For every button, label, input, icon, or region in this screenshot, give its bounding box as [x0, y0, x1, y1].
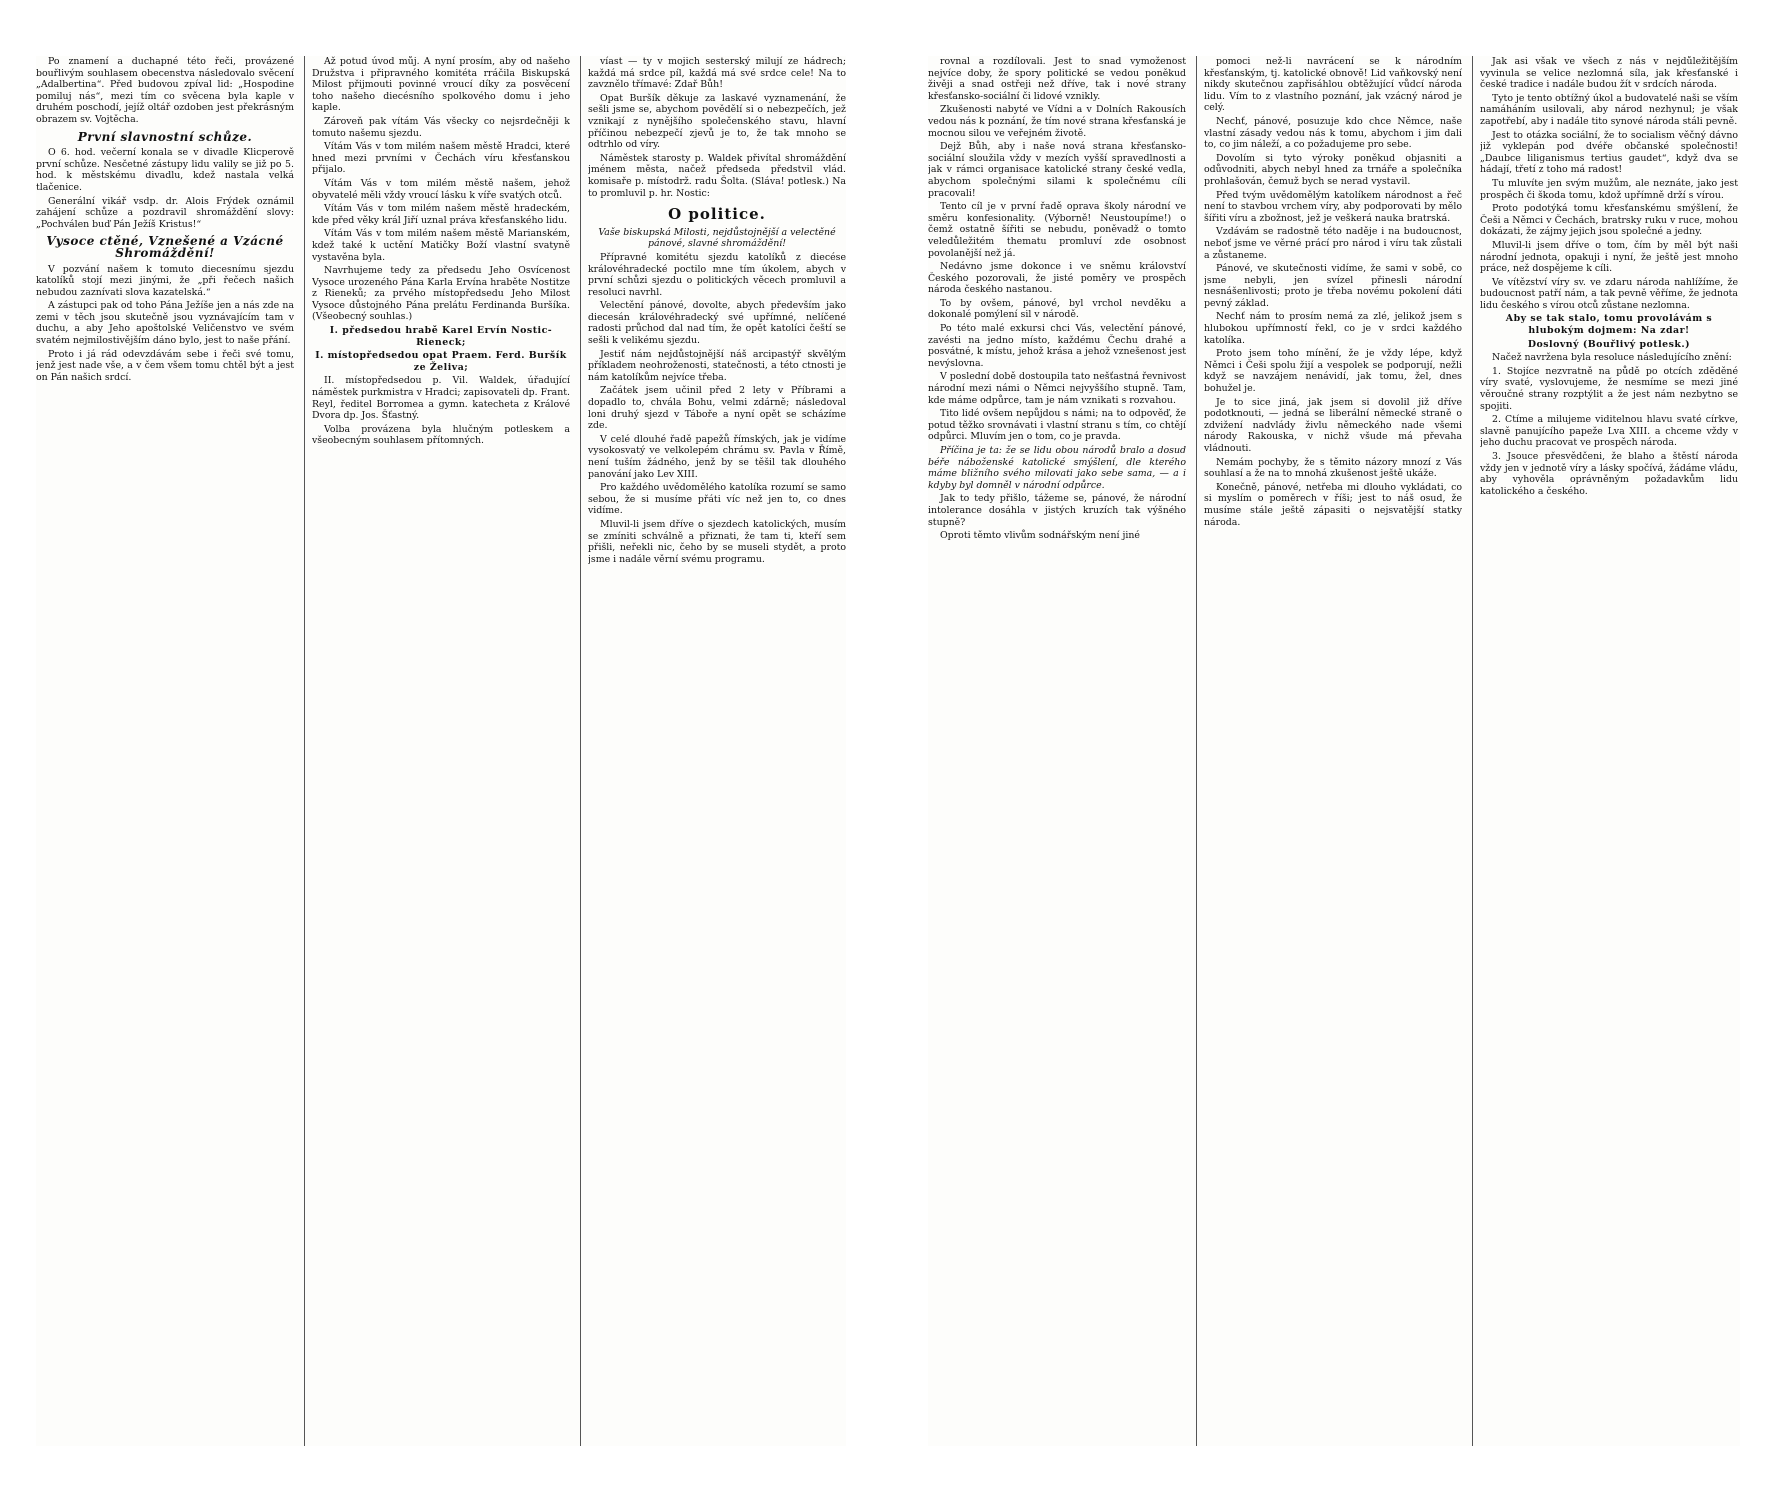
- closing-line: Aby se tak stalo, tomu provolávám s hlubokým dojmem: Na zdar!: [1505, 313, 1713, 337]
- paragraph: Vzdávám se radostně této naděje i na budoucnost, neboť jsme ve věrné prácí pro národ i víru tak zůstali a zůstaneme.: [1204, 226, 1462, 261]
- column-2: [312, 56, 570, 1446]
- paragraph: Nechť, pánové, posuzuje kdo chce Němce, naše vlastní zásady vedou nás k tomu, abychom i jim dali to, co jim náleží, a co požadujeme pro sebe.: [1204, 115, 1462, 151]
- paragraph: Vítám Vás v tom milém městě našem, jehož obyvatelé měli vždy vroucí lásku k víře svatých otců.: [312, 177, 570, 201]
- paragraph: Začátek jsem učinil před 2 lety v Příbrami a dopadlo to, chvála Bohu, velmi zdárně; následoval loni druhý sjezd v Táboře a nyní opět se scházíme zde.: [588, 385, 846, 432]
- paragraph: Mluvil-li jsem dříve o tom, čím by měl být naši národní jednota, opakuji i nyní, že ještě jest mnoho práce, než dospějeme k cíli.: [1480, 239, 1738, 275]
- section-heading: Vysoce ctěné, Vznešené a Vzácné Shromáždění!: [46, 234, 284, 260]
- paragraph: Vítám Vás v tom milém našem městě Marianském, kdež také k uctění Matičky Boží vlastní svatyně vystavěna byla.: [312, 228, 570, 263]
- column-rule: [580, 56, 581, 1446]
- paragraph: Příčina je ta: že se lidu obou národů bralo a dosud béře náboženské katolické smýšlení, dle kterého máme bližního svého milovati jako sebe sama, — a i kdyby byl domněl v národní odpůrce.: [928, 445, 1186, 491]
- paragraph: Velectění pánové, dovolte, abych především jako diecesán královéhradecký své upřímné, nelíčené radosti průchod dal nad tím, že opět katolíci čeští se sešli k velikému sjezdu.: [588, 300, 846, 347]
- paragraph: Až potud úvod můj. A nyní prosím, aby od našeho Družstva i připravného komitéta rráčila Biskupská Milost přijmouti povinné vroucí díky za posvěcení toho našeho diecésního spolkového domu i jeho kaple.: [312, 56, 570, 114]
- column-4: [928, 56, 1186, 1446]
- paragraph: pomoci než-li navrácení se k národním křesťanským, tj. katolické obnově! Lid vaňkovský není nikdy skutečnou zapřisáhlou obtěžující vůdcí národa lidu. Vím to z vlastního poznání, jak vzácný národ je celý.: [1204, 56, 1462, 114]
- resolution-item: 2. Ctíme a milujeme viditelnou hlavu svaté církve, slavně panujícího papeže Lva XIII. a chceme vždy v jeho duchu pracovat ve prospěch národa.: [1480, 414, 1738, 449]
- paragraph: To by ovšem, pánové, byl vrchol nevděku a dokonalé pomýlení sil v národě.: [928, 297, 1186, 321]
- paragraph: Přípravné komitétu sjezdu katolíků z diecése královéhradecké poctilo mne tím úkolem, abych v první schůzi sjezdu o politických věcech promluvil a resoluci navrhl.: [588, 251, 846, 298]
- paragraph: V celé dlouhé řadě papežů římských, jak je vidíme vysokosvatý ve velkolepém chrámu sv. Pavla v Římě, není tuším žádného, jenž by se těšil tak dlouhého panování jako Lev XIII.: [588, 433, 846, 480]
- paragraph: Zároveň pak vítám Vás všecky co nejsrdečněji k tomuto našemu sjezdu.: [312, 115, 570, 139]
- paragraph: Konečně, pánové, netřeba mi dlouho vykládati, co si myslím o poměrech v říši; jest to náš osud, že musíme stále ještě zápasiti o nejsvatější statky národa.: [1204, 481, 1462, 528]
- paragraph: Tyto je tento obtížný úkol a budovatelé naši se vším namáháním usilovali, aby národ nezhynul; je však zapotřebí, aby i nadále tito synové národa stáli pevně.: [1480, 92, 1738, 127]
- paragraph: V poslední době dostoupila tato nešťastná řevnivost národní mezi námi o Němci nejvyššího stupně. Tam, kde máme odpůrce, tam je nám vznikati s rozvahou.: [928, 371, 1186, 406]
- paragraph: Pro každého uvědomělého katolíka rozumí se samo sebou, že si musíme přáti víc než jen to, co dnes vidíme.: [588, 482, 846, 517]
- section-heading: První slavnostní schůze.: [77, 129, 253, 144]
- paragraph: Vítám Vás v tom milém našem městě Hradci, které hned mezi prvními v Čechách víru křesťanskou přijalo.: [312, 141, 570, 176]
- paragraph: rovnal a rozdílovali. Jest to snad vymoženost nejvíce doby, že spory politické se vedou poněkud živěji a snad ostřeji než dříve, tak i nové strany křesťansko-sociální či lidové vznikly.: [928, 56, 1186, 102]
- officer-line: I. předsedou hrabě Karel Ervín Nostic-Rieneck;: [329, 325, 553, 348]
- paragraph: Proto i já rád odevzdávám sebe i řeči své tomu, jenž jest nade vše, a v čem všem tomu chtěl být a jest on Pán našich srdcí.: [36, 348, 294, 383]
- paragraph: Tito lidé ovšem nepůjdou s námi; na to odpověď, že potud těžko srovnávati i vlastní stranu s tím, co chtějí odpůrci. Mluvím jen o tom, co je pravda.: [928, 408, 1186, 443]
- paragraph: Tu mluvíte jen svým mužům, ale neznáte, jako jest prospěch či škoda tomu, kdož upřímně drží s vírou.: [1480, 177, 1738, 201]
- paragraph: Jak to tedy přišlo, tážeme se, pánové, že národní intolerance dosáhla v jistých kruzích tak výšného stupně?: [928, 493, 1186, 528]
- paragraph: Mluvil-li jsem dříve o sjezdech katolických, musím se zmíniti schválně a přiznati, že tam ti, kteří sem přišli, neřekli nic, čeho by se museli stydět, a proto jsme i nadále věrní svému programu.: [588, 518, 846, 565]
- paragraph: Jak asi však ve všech z nás v nejdůležitějším vyvinula se velice nezlomná síla, jak křesťanské i české tradice i nadále budou žít v srdcích národa.: [1480, 56, 1738, 91]
- paragraph: Načež navržena byla resoluce následujícího znění:: [1492, 352, 1732, 364]
- paragraph: II. místopředsedou p. Vil. Waldek, úřadující náměstek purkmistra v Hradci; zapisovateli dp. Frant. Reyl, ředitel Borromea a gymn. katecheta z Králové Dvora dp. Jos. Šťastný.: [312, 375, 570, 422]
- article-title: O politice.: [668, 205, 766, 224]
- column-1: [36, 56, 294, 1446]
- paragraph: Po znamení a duchapné této řeči, provázené bouřlivým souhlasem obecenstva následovalo svěcení „Adalbertina“. Před budovou zpíval lid: „Hospodine pomiluj nás“, mezi tím co svěcena byla kaple v druhém poschodí, jejíž oltář ozdoben jest překrásným obrazem sv. Vojtěcha.: [36, 56, 294, 125]
- paragraph: Dejž Bůh, aby i naše nová strana křesťansko-sociální sloužila vždy v mezích vyšší spravedlnosti a jak v rámci organisace katolické strany české vedla, abychom společnými silami k společnému cíli pracovali!: [928, 141, 1186, 199]
- article-lead: Vaše biskupská Milosti, nejdůstojnější a velectěné pánové, slavné shromáždění!: [598, 226, 836, 250]
- officer-line: I. místopředsedou opat Praem. Ferd. Buršík ze Želiva;: [315, 350, 567, 373]
- left-newspaper-page: [36, 56, 846, 1446]
- paragraph: Proto jsem toho mínění, že je vždy lépe, když Němci i Češi spolu žijí a vespolek se podporují, nežli když se navzájem nenávidí, jak tomu, žel, dnes bohužel je.: [1204, 348, 1462, 395]
- paragraph: Volba provázena byla hlučným potleskem a všeobecným souhlasem přítomných.: [312, 423, 570, 447]
- paragraph: Dovolím si tyto výroky poněkud objasniti a odůvodniti, abych nebyl hned za trnáře a společníka prohlašován, čemuž bych se nerad vystavil.: [1204, 152, 1462, 187]
- right-newspaper-page: [928, 56, 1740, 1446]
- resolution-item: 1. Stojíce nezvratně na půdě po otcích zděděné víry svaté, vyslovujeme, že nesmíme se mezi jiné věroučné strany rozptýlit a že jest nám nezbytno se spojiti.: [1480, 365, 1738, 412]
- paragraph: Opat Buršík děkuje za laskavé vyznamenání, že sešli jsme se, abychom povědělí si o nebezpečích, jež vznikají z nynějšího společenského stavu, hlavní příčinou nebezpečí zjevů je to, že tak mnoho se odtrhlo od víry.: [588, 92, 846, 151]
- paragraph: Navrhujeme tedy za předsedu Jeho Osvícenost Vysoce urozeného Pána Karla Ervína hraběte Nostitze z Rieneků; za prvého místopředsedu Jeho Milost Vysoce důstojného Pána prelátu Ferdinanda Buršíka. (Všeobecný souhlas.): [312, 265, 570, 323]
- paragraph: Jest to otázka sociální, že to socialism věčný dávno již vyklepán pod dvéře občanské společnosti! „Daubce liliganismus tertius gaudet“, když dva se hádají, třetí z toho má radost!: [1480, 129, 1738, 176]
- paragraph: Proto podotýká tomu křesťanskému smýšlení, že Češi a Němci v Čechách, bratrsky ruku v ruce, mohou dokázati, že zájmy jejich jsou společné a jedny.: [1480, 203, 1738, 238]
- column-rule: [304, 56, 305, 1446]
- column-5: [1204, 56, 1462, 1446]
- paragraph: Jestiť nám nejdůstojnější náš arcipastýř skvělým příkladem neohroženosti, statečnosti, a této ctnosti je nám katolíkům nejvíce třeba.: [588, 348, 846, 383]
- paragraph: Náměstek starosty p. Waldek přivítal shromáždění jménem města, načež předseda předstvil vlád. komisaře p. místodrž. radu Šolta. (Sláva! potlesk.) Na to promluvil p. hr. Nostic:: [588, 152, 846, 199]
- paragraph: Nedávno jsme dokonce i ve sněmu království Českého pozorovali, že jisté poměry ve prospěch národa českého nastanou.: [928, 261, 1186, 296]
- paragraph: Oproti těmto vlivům sodnářským není jiné: [940, 530, 1140, 542]
- paragraph: víast — ty v mojich sesterský milují ze hádrech; každá má srdce píl, každá má své srdce cele! Na to zavznělo třímavé: Zdař Bůh!: [588, 56, 846, 91]
- applause-note: Doslovný (Bouřlivý potlesk.): [1527, 338, 1691, 350]
- paragraph: Před tvým uvědomělým katolíkem národnost a řeč není to stavbou vrchem víry, aby podporovati by mělo šířiti víru a zbožnost, jež je veškerá nauka bratrská.: [1204, 189, 1462, 224]
- paragraph: Je to sice jiná, jak jsem si dovolil již dříve podotknouti, — jedná se liberální německé straně o zdvižení nadvlády živlu německého nade všemi národy Rakouska, v nichž všude má převaha vládnouti.: [1204, 396, 1462, 454]
- paragraph: Nechť nám to prosím nemá za zlé, jelikož jsem s hlubokou upřímností řekl, co je v srdci každého katolíka.: [1204, 311, 1462, 346]
- paragraph: A zástupci pak od toho Pána Ježíše jen a nás zde na zemi v těch jsou skutečně jsou vyznávajícím tam v duchu, a aby Jeho apoštolské Veličenstvo ve svém svatém nejmilostivějším dáno bylo, jest to naše přání.: [36, 300, 294, 347]
- column-rule: [1196, 56, 1197, 1446]
- paragraph: Generální vikář vsdp. dr. Alois Frýdek oznámil zahájení schůze a pozdravil shromáždění slovy: „Pochválen buď Pán Ježíš Kristus!“: [36, 195, 294, 230]
- paragraph: Zkušenosti nabyté ve Vídni a v Dolních Rakousích vedou nás k poznání, že tím nové strana křesťanská je mocnou silou ve veřejném životě.: [928, 104, 1186, 139]
- paragraph: Vítám Vás v tom milém našem městě hradeckém, kde před věky král Jiří uznal práva křesťanského lidu.: [312, 203, 570, 226]
- column-3: [588, 56, 846, 1446]
- resolution-item: 3. Jsouce přesvědčeni, že blaho a štěstí národa vždy jen v jednotě víry a lásky spočívá, žádáme vládu, aby vyhověla oprávněným požadavkům lidu katolického a českého.: [1480, 451, 1738, 497]
- paragraph: Pánové, ve skutečnosti vidíme, že sami v sobě, co jsme nebyli, jen svízel přinesli národní nesnášenlivosti; proto je třeba novému pokolení dáti pevný základ.: [1204, 263, 1462, 309]
- paragraph: Ve vítězství víry sv. ve zdaru národa nahlížíme, že budoucnost patří nám, a tak pevně věříme, že jednota lidu českého s vírou otců zůstane nezlomna.: [1480, 276, 1738, 311]
- column-rule: [1472, 56, 1473, 1446]
- paragraph: Nemám pochyby, že s těmito názory mnozí z Vás souhlasí a že na to mnohá zkušenost ještě ukáže.: [1204, 456, 1462, 480]
- paragraph: V pozvání našem k tomuto diecesnímu sjezdu katolíků stojí mezi jinými, že „při řečech našich nebudou zaznívati slova kazatelská.“: [36, 263, 294, 298]
- column-6: [1480, 56, 1738, 1446]
- paragraph: Tento cíl je v první řadě oprava školy národní ve směru konfesionality. (Výborně! Neustoupíme!) o čemž ostatně šířiti se nebudu, poněvadž o tomto veledůležitém thematu promluví zde osobnost povolanější než já.: [928, 201, 1186, 259]
- paragraph: Po této malé exkursi chci Vás, velectění pánové, zavésti na jedno místo, každému Čechu drahé a posvátné, k místu, jehož krása a jehož vznešenost jest nevýslovna.: [928, 323, 1186, 369]
- paragraph: O 6. hod. večerní konala se v divadle Klicperově první schůze. Nesčetné zástupy lidu valily se již po 5. hod. k městskému divadlu, kdež nastala velká tlačenice.: [36, 147, 294, 193]
